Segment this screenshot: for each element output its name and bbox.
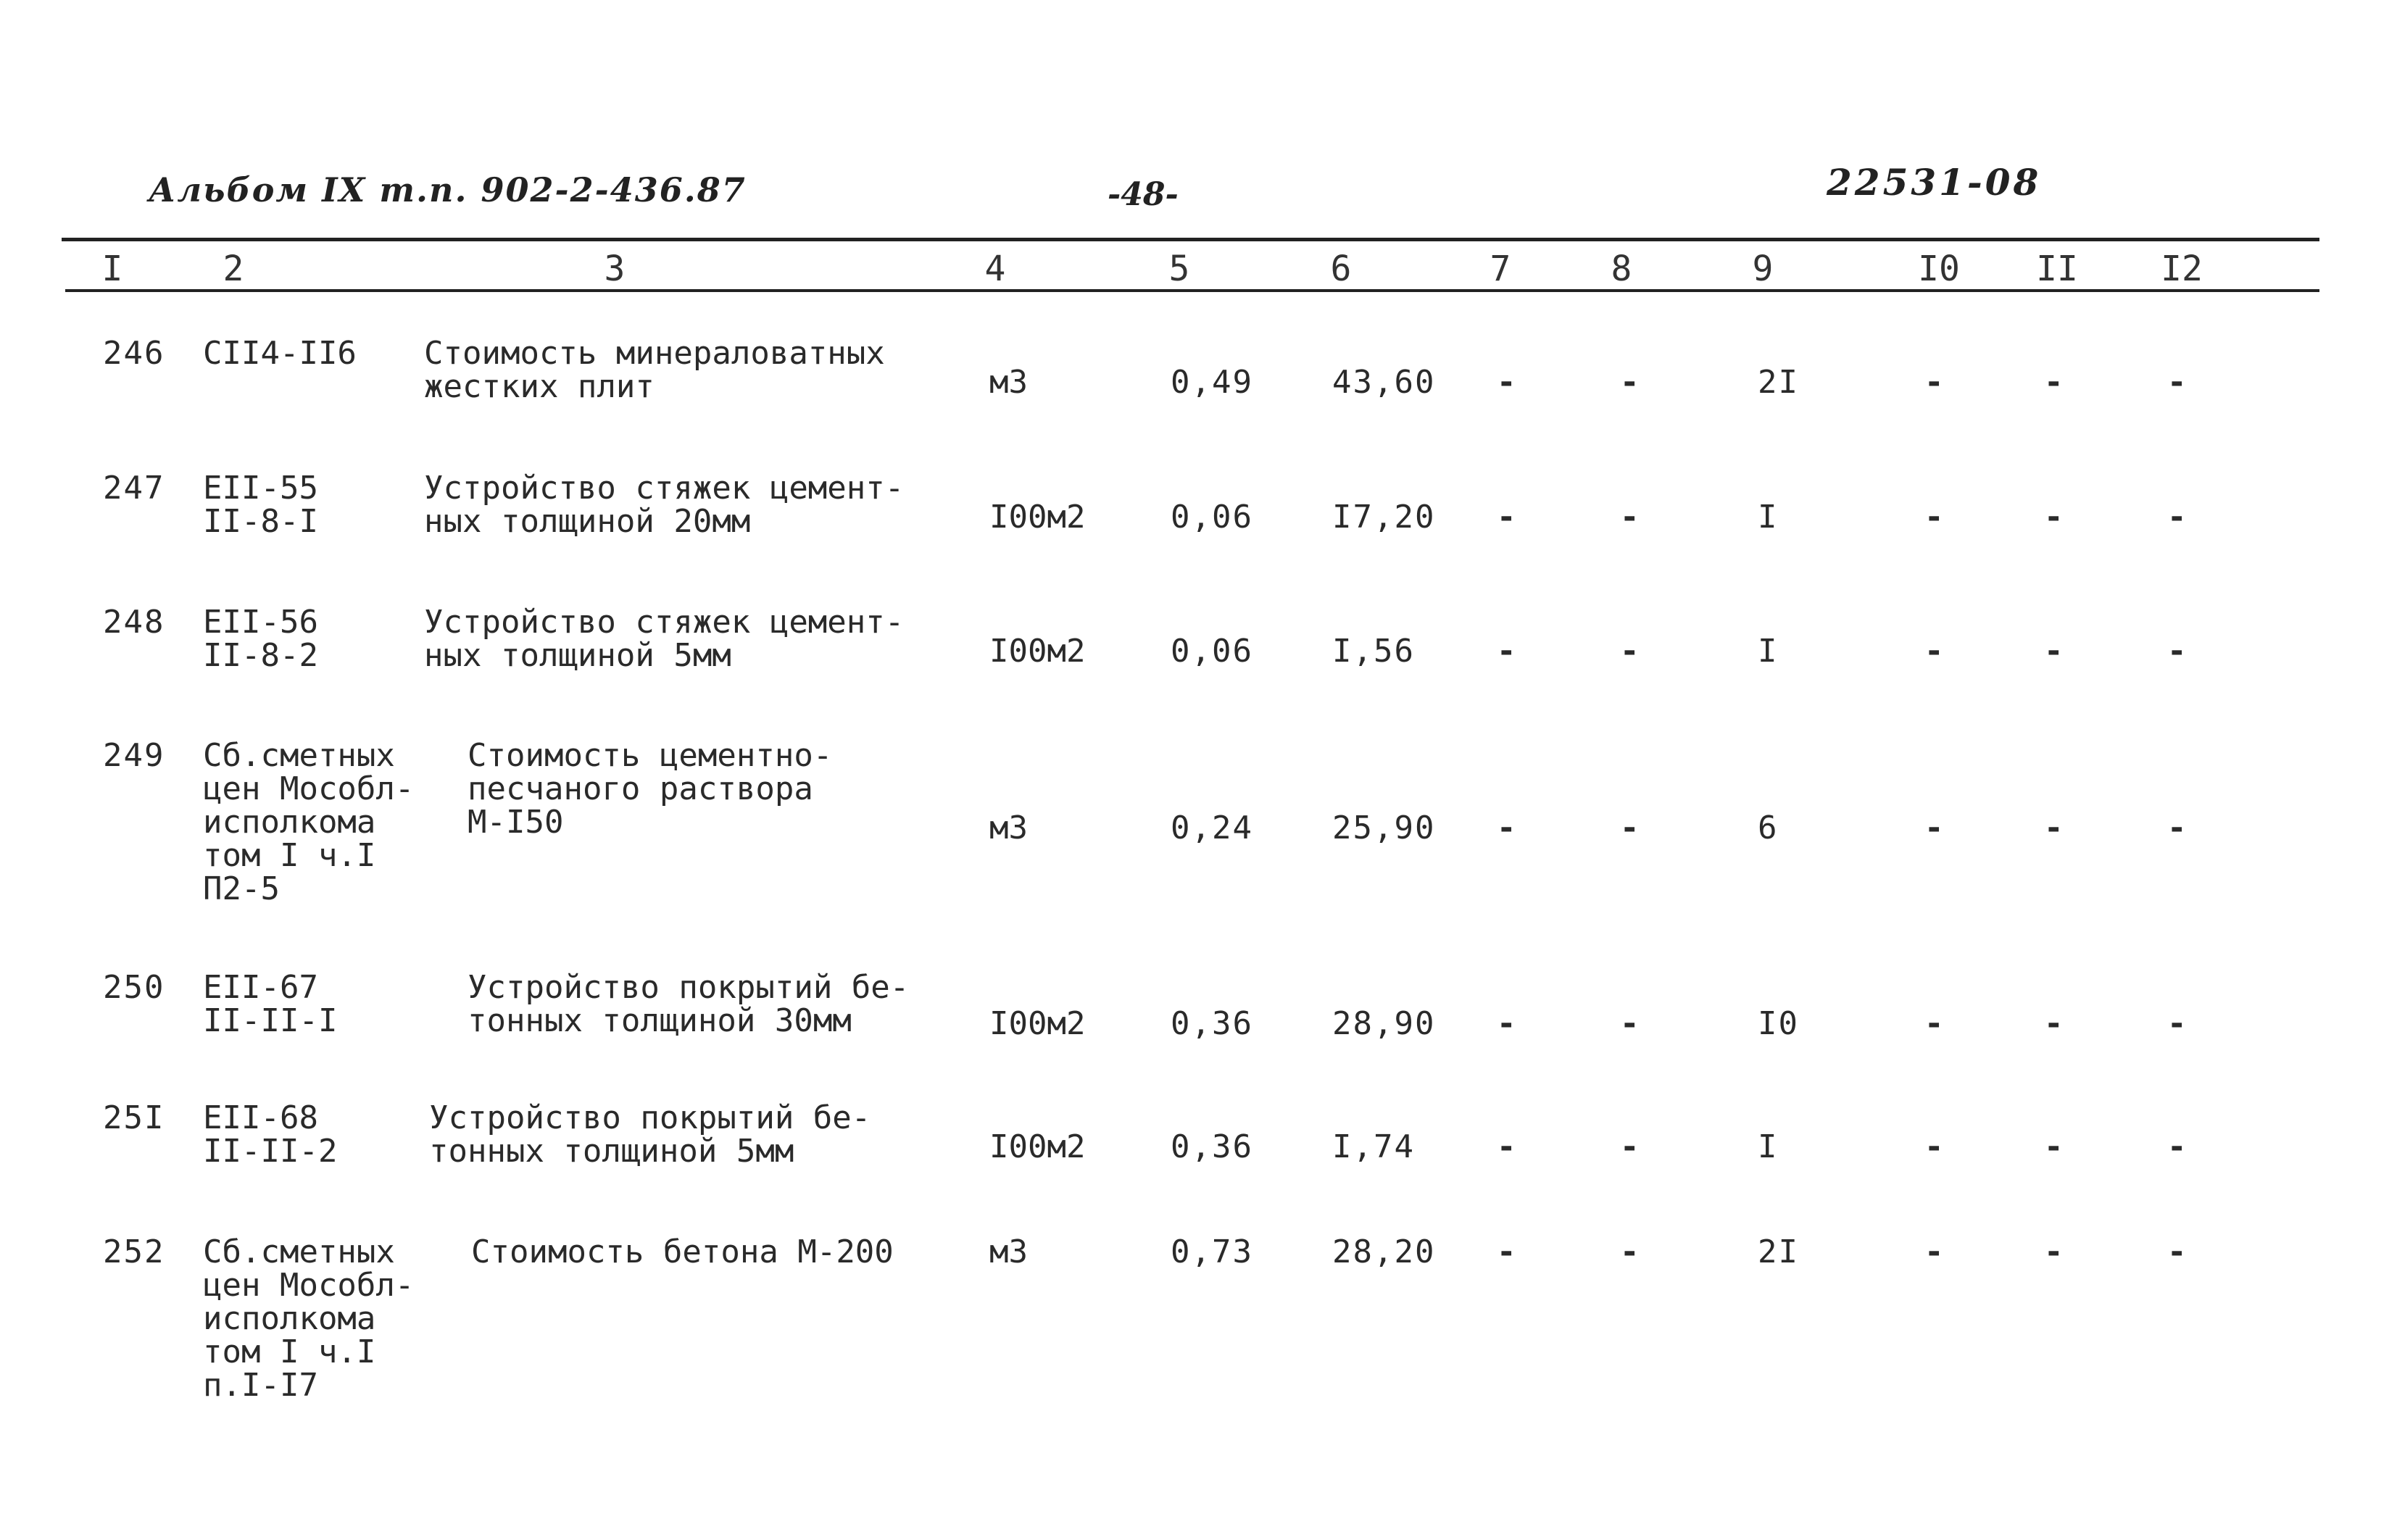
col-7-value: -	[1497, 1128, 1516, 1165]
col-12-value: -	[2167, 499, 2187, 536]
quantity: 0,49	[1171, 364, 1253, 401]
row-number: 248	[103, 604, 165, 641]
col-12-value: -	[2167, 809, 2187, 846]
col-8-value: -	[1620, 809, 1640, 846]
unit: I00м2	[989, 1128, 1086, 1165]
col-8-value: -	[1620, 364, 1640, 401]
column-header-3: 3	[604, 249, 626, 289]
rate-code: Сб.сметных цен Мособл- исполкома том I ч.I п.I-I7	[203, 1233, 415, 1404]
unit-price: I,56	[1332, 633, 1415, 670]
col-7-value: -	[1497, 1005, 1516, 1042]
column-header-5: 5	[1168, 249, 1190, 289]
col-11-value: -	[2044, 1233, 2064, 1270]
col-9-value: I0	[1758, 1005, 1799, 1042]
unit: м3	[989, 809, 1028, 846]
quantity: 0,06	[1171, 633, 1253, 670]
col-9-value: I	[1758, 499, 1779, 536]
col-10-value: -	[1924, 1005, 1944, 1042]
unit: I00м2	[989, 1005, 1086, 1042]
rate-code: СII4-II6	[203, 335, 357, 372]
col-8-value: -	[1620, 1005, 1640, 1042]
column-header-12: I2	[2161, 249, 2203, 289]
quantity: 0,36	[1171, 1128, 1253, 1165]
col-11-value: -	[2044, 633, 2064, 670]
row-number: 252	[103, 1233, 165, 1270]
row-number: 249	[103, 737, 165, 774]
col-8-value: -	[1620, 1233, 1640, 1270]
col-7-value: -	[1497, 364, 1516, 401]
col-7-value: -	[1497, 1233, 1516, 1270]
col-12-value: -	[2167, 1128, 2187, 1165]
unit-price: 43,60	[1332, 364, 1436, 401]
column-header-1: I	[101, 249, 123, 289]
row-number: 246	[103, 335, 165, 372]
work-description: Стоимость цементно- песчаного раствора М-I50	[468, 737, 833, 841]
col-9-value: I	[1758, 633, 1779, 670]
col-10-value: -	[1924, 1233, 1944, 1270]
col-11-value: -	[2044, 1005, 2064, 1042]
unit: м3	[989, 1233, 1028, 1270]
rate-code: ЕII-55 II-8-I	[203, 470, 318, 540]
rate-code: ЕII-56 II-8-2	[203, 604, 318, 674]
col-10-value: -	[1924, 499, 1944, 536]
work-description: Устройство покрытий бе- тонных толщиной 30мм	[468, 969, 910, 1039]
work-description: Устройство покрытий бе- тонных толщиной 5мм	[429, 1099, 871, 1170]
col-10-value: -	[1924, 1128, 1944, 1165]
col-9-value: 2I	[1758, 364, 1799, 401]
unit-price: I7,20	[1332, 499, 1436, 536]
col-12-value: -	[2167, 1005, 2187, 1042]
col-12-value: -	[2167, 1233, 2187, 1270]
quantity: 0,73	[1171, 1233, 1253, 1270]
col-11-value: -	[2044, 1128, 2064, 1165]
rate-code: ЕII-67 II-II-I	[203, 969, 338, 1039]
col-7-value: -	[1497, 633, 1516, 670]
col-9-value: 2I	[1758, 1233, 1799, 1270]
col-7-value: -	[1497, 499, 1516, 536]
quantity: 0,24	[1171, 809, 1253, 846]
col-10-value: -	[1924, 364, 1944, 401]
work-description: Устройство стяжек цемент- ных толщиной 20мм	[424, 470, 905, 540]
document-id: 22531-08	[1827, 161, 2042, 204]
unit: I00м2	[989, 633, 1086, 670]
col-8-value: -	[1620, 1128, 1640, 1165]
album-reference: Альбом IX т.п. 902-2-436.87	[149, 170, 747, 209]
col-9-value: I	[1758, 1128, 1779, 1165]
col-10-value: -	[1924, 633, 1944, 670]
table-header-rule	[65, 289, 2319, 292]
column-header-8: 8	[1611, 249, 1632, 289]
rate-code: Сб.сметных цен Мособл- исполкома том I ч.I П2-5	[203, 737, 415, 907]
col-8-value: -	[1620, 633, 1640, 670]
col-9-value: 6	[1758, 809, 1779, 846]
unit: м3	[989, 364, 1028, 401]
quantity: 0,06	[1171, 499, 1253, 536]
rate-code: ЕII-68 II-II-2	[203, 1099, 338, 1170]
row-number: 25I	[103, 1099, 165, 1136]
row-number: 250	[103, 969, 165, 1006]
row-number: 247	[103, 470, 165, 507]
column-header-2: 2	[223, 249, 244, 289]
col-11-value: -	[2044, 809, 2064, 846]
column-header-4: 4	[984, 249, 1006, 289]
col-11-value: -	[2044, 364, 2064, 401]
work-description: Стоимость бетона М-200	[471, 1233, 894, 1270]
page-number: -48-	[1108, 176, 1179, 213]
work-description: Стоимость минераловатных жестких плит	[424, 335, 885, 405]
unit: I00м2	[989, 499, 1086, 536]
col-12-value: -	[2167, 633, 2187, 670]
column-header-10: I0	[1918, 249, 1960, 289]
col-12-value: -	[2167, 364, 2187, 401]
column-header-6: 6	[1330, 249, 1352, 289]
column-header-11: II	[2036, 249, 2078, 289]
unit-price: 28,20	[1332, 1233, 1436, 1270]
column-header-9: 9	[1752, 249, 1774, 289]
column-header-7: 7	[1490, 249, 1511, 289]
col-10-value: -	[1924, 809, 1944, 846]
col-8-value: -	[1620, 499, 1640, 536]
col-11-value: -	[2044, 499, 2064, 536]
col-7-value: -	[1497, 809, 1516, 846]
unit-price: 25,90	[1332, 809, 1436, 846]
quantity: 0,36	[1171, 1005, 1253, 1042]
work-description: Устройство стяжек цемент- ных толщиной 5мм	[424, 604, 905, 674]
table-top-rule	[62, 238, 2319, 241]
unit-price: I,74	[1332, 1128, 1415, 1165]
unit-price: 28,90	[1332, 1005, 1436, 1042]
